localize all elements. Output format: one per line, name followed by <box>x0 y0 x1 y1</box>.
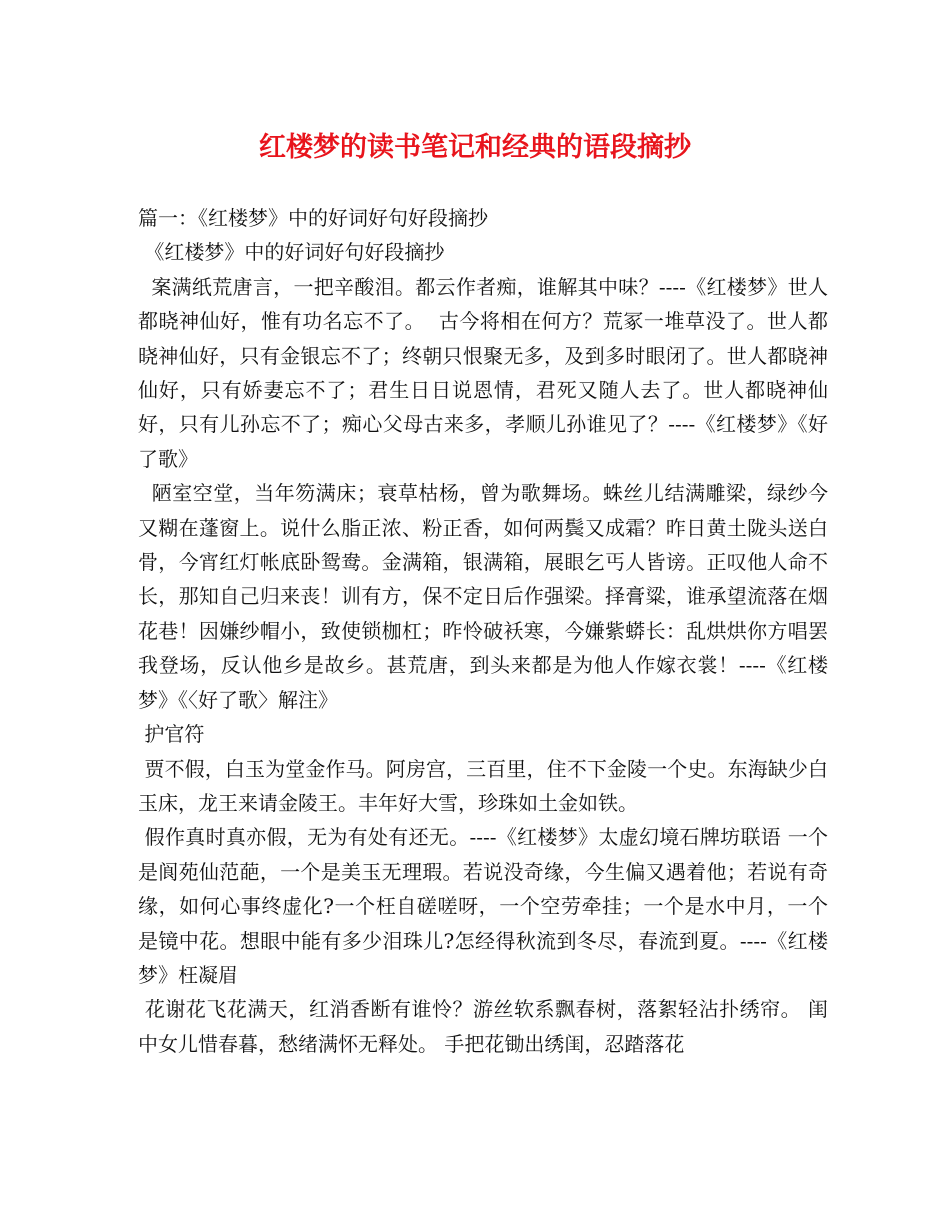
document-body <box>138 201 828 1061</box>
paragraph-zang-hua-yin: 花谢花飞花满天，红消香断有谁怜？游丝软系飘春树，落絮轻沾扑绣帘。 闺中女儿惜春暮，愁绪满怀无释处。 手把花锄出绣闺，忍踏落花 <box>138 997 829 1056</box>
paragraph-hao-le-ge-annotation: 陋室空堂，当年笏满床；衰草枯杨，曾为歌舞场。蛛丝儿结满雕梁，绿纱今又糊在蓬窗上。说什么脂正浓、粉正香，如何两鬓又成霜？昨日黄土陇头送白骨，今宵红灯帐底卧鸳鸯。金满箱，银满箱，展眼乞丐人皆谤。正叹他人命不长，那知自己归来丧！训有方，保不定日后作强梁。择膏粱，谁承望流落在烟花巷！因嫌纱帽小，致使锁枷杠；昨怜破袄寒，今嫌紫蟒长：乱烘烘你方唱罢我登场，反认他乡是故乡。甚荒唐，到头来都是为他人作嫁衣裳！----《红楼梦》《〈好了歌〉解注》 <box>138 481 828 712</box>
paragraph-hu-guan-fu: 贾不假，白玉为堂金作马。阿房宫，三百里，住不下金陵一个史。东海缺少白玉床，龙王来请金陵王。丰年好大雪，珍珠如土金如铁。 <box>138 756 829 815</box>
document-title: 红楼梦的读书笔记和经典的语段摘抄 <box>259 132 691 163</box>
paragraph-heading-hu-guan-fu: 护官符 <box>138 722 205 747</box>
section-heading: 篇一：《红楼梦》中的好词好句好段摘抄 <box>138 206 488 230</box>
paragraph-hao-le-ge: 案满纸荒唐言，一把辛酸泪。都云作者痴，谁解其中味？----《红楼梦》世人都晓神仙好，惟有功名忘不了。 古今将相在何方？荒冢一堆草没了。世人都晓神仙好，只有金银忘不了；终朝只恨聚无多，及到多时眼闭了。世人都晓神仙好，只有娇妻忘不了；君生日日说恩情，君死又随人去了。世人都晓神仙好，只有儿孙忘不了；痴心父母古来多，孝顺儿孙谁见了？----《红楼梦》《好了歌》 <box>138 274 829 471</box>
paragraph-wang-ning-mei: 假作真时真亦假，无为有处有还无。----《红楼梦》太虚幻境石牌坊联语 一个是阆苑仙范葩，一个是美玉无理瑕。若说没奇缘，今生偏又遇着他；若说有奇缘，如何心事终虚化?一个枉自磋嗟呀，一个空劳牵挂；一个是水中月，一个是镜中花。想眼中能有多少泪珠儿?怎经得秋流到冬尽，春流到夏。----《红楼梦》枉凝眉 <box>138 825 829 987</box>
subsection-heading: 《红楼梦》中的好词好句好段摘抄 <box>138 240 445 265</box>
